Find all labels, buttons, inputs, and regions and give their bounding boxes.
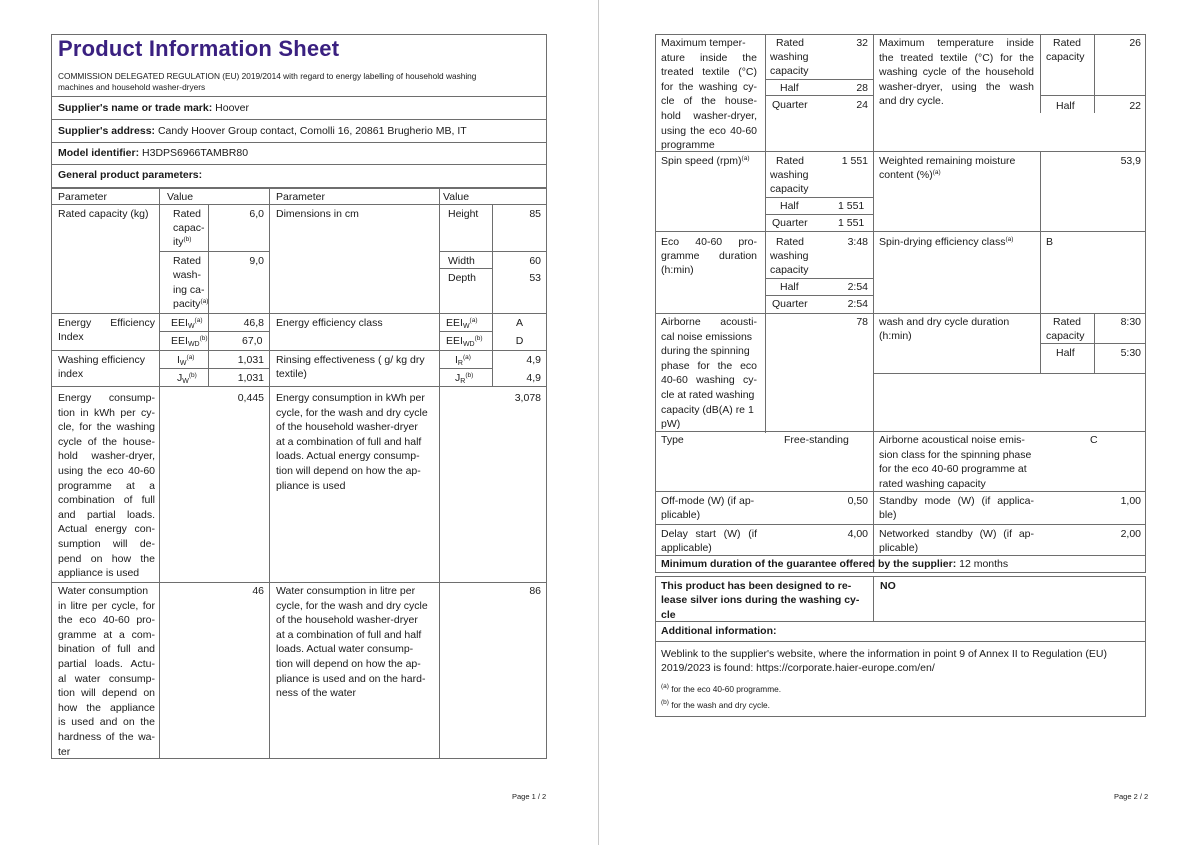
rated-capacity-sub2-line3: ing ca- <box>173 284 205 296</box>
eei-label-line2: Index <box>58 331 84 343</box>
rated-capacity-label: Rated capacity (kg) <box>58 208 149 220</box>
silver-value: NO <box>880 580 896 592</box>
supplier-value: Hoover <box>215 102 249 114</box>
rinsing-label-2: textile) <box>276 368 307 380</box>
rated-capacity-sub1-line1: Rated <box>173 208 202 220</box>
delay-start-value: 4,00 <box>847 528 868 540</box>
ir-value: 4,9 <box>526 354 541 366</box>
spin-quarter-value: 1 551 <box>838 217 865 229</box>
spin-rated-2: washing <box>770 169 809 181</box>
rated-capacity-sub1-line3: ity$^{(b)}$ <box>173 236 192 248</box>
iw-symbol: $I_W^{(a)}$ <box>177 354 195 367</box>
delay-start-label-2: applicable) <box>661 542 712 554</box>
class-wd-value: D <box>515 335 524 347</box>
noise-label: Airborne acousti- cal noise emissions during the spinning phase for the eco 40-60 washing cy- cle at rated washing capacity (dB(A) re 1 pW) <box>661 316 757 431</box>
eco-rated-3: capacity <box>770 264 809 276</box>
rated-capacity-sub1-line2: capac- <box>173 222 205 234</box>
rated-capacity-sub2-line1: Rated <box>173 255 202 267</box>
jw-symbol: $J_W^{(b)}$ <box>177 372 197 385</box>
wash-dry-rated-2: capacity <box>1046 330 1085 342</box>
height-value: 85 <box>529 208 541 220</box>
moisture-label-2: content (%)$^{(a)}$ <box>879 169 941 181</box>
off-mode-label-1: Off-mode (W) (if ap- <box>661 495 755 507</box>
eei-wd-symbol: $EEI_{WD}^{(b)}$ <box>171 335 208 348</box>
water-cons-value: 46 <box>252 585 264 597</box>
dimensions-label: Dimensions in cm <box>276 208 359 220</box>
eco-rated-1: Rated <box>776 236 805 248</box>
eco-rated-value: 3:48 <box>847 236 868 248</box>
silver-label-2: lease silver ions during the washing cy- <box>661 594 860 606</box>
supplier-line <box>58 101 249 116</box>
networked-standby-label-2: plicable) <box>879 542 919 554</box>
eco-quarter-value: 2:54 <box>847 298 868 310</box>
max-temp-rated-1: Rated <box>776 37 805 49</box>
standby-label-1: Standby mode (W) (if applica- <box>879 495 1034 507</box>
energy-cons-value-2: 3,078 <box>514 392 541 404</box>
regulation-line-1: COMMISSION DELEGATED REGULATION (EU) 2019/2014 with regard to energy labelling of household washing <box>58 71 477 81</box>
efficiency-class-label: Energy efficiency class <box>276 317 383 329</box>
spin-rated-3: capacity <box>770 183 809 195</box>
networked-standby-value: 2,00 <box>1120 528 1141 540</box>
spin-drying-class-value: B <box>1046 236 1054 248</box>
model-line <box>58 146 248 161</box>
networked-standby-label-1: Networked standby (W) (if ap- <box>879 528 1034 540</box>
spin-rated-value: 1 551 <box>841 155 868 167</box>
max-temp-rated2-1: Rated <box>1053 37 1082 49</box>
wash-dry-half-value: 5:30 <box>1120 347 1141 359</box>
weblink-line-1: Weblink to the supplier's website, where the information in point 9 of Annex II to Regulation (EU) <box>661 648 1107 660</box>
max-temp-quarter-value: 24 <box>856 99 868 111</box>
rated-capacity-value-2: 9,0 <box>249 255 264 267</box>
eco-rated-2: washing <box>770 250 809 262</box>
moisture-value: 53,9 <box>1120 155 1141 167</box>
max-temp-quarter: Quarter <box>772 99 808 111</box>
eei-label-line1: Energy Efficiency <box>58 317 155 329</box>
jw-value: 1,031 <box>237 372 264 384</box>
spin-speed-label: Spin speed (rpm)$^{(a)}$ <box>661 155 750 167</box>
guarantee-label: Minimum duration of the guarantee offered by the supplier: <box>661 558 957 570</box>
eco-half: Half <box>780 281 799 293</box>
rated-capacity-sub2-line4: pacity$^{(a)}$ <box>173 298 209 310</box>
jr-value: 4,9 <box>526 372 541 384</box>
wash-dry-duration-label-1: wash and dry cycle duration <box>879 316 1010 328</box>
eei-wd-value: 67,0 <box>242 335 263 347</box>
max-temp-half-value: 28 <box>856 82 868 94</box>
silver-label-1: This product has been designed to re- <box>661 580 852 592</box>
standby-label-2: ble) <box>879 509 897 521</box>
washing-eff-label-1: Washing efficiency <box>58 354 145 366</box>
guarantee-value: 12 months <box>959 558 1009 570</box>
address-value: Candy Hoover Group contact, Comolli 16, 20861 Brugherio MB, IT <box>157 125 467 137</box>
iw-value: 1,031 <box>237 354 264 366</box>
spin-rated-1: Rated <box>776 155 805 167</box>
max-temp-rated-3: capacity <box>770 65 809 77</box>
spin-half: Half <box>780 200 799 212</box>
eco-duration-label-1: Eco 40-60 pro- <box>661 236 757 248</box>
off-mode-label-2: plicable) <box>661 509 701 521</box>
footnote-b: $^{(b)}$ for the wash and dry cycle. <box>661 699 770 710</box>
page-divider <box>598 0 599 845</box>
rinsing-label-1: Rinsing effectiveness ( g/ kg dry <box>276 354 425 366</box>
general-label: General product parameters: <box>58 169 203 181</box>
noise-class-label: Airborne acoustical noise emis- sion class for the spinning phase for the eco 40-60 programme at rated washing capacity <box>879 434 1032 490</box>
water-cons-value-2: 86 <box>529 585 541 597</box>
max-temp-rated2-value: 26 <box>1129 37 1141 49</box>
page-number-1: Page 1 / 2 <box>512 792 547 801</box>
type-value: Free-standing <box>784 434 849 446</box>
guarantee-line <box>661 557 1008 572</box>
max-temp-label-2: Maximum temperature inside the treated textile (°C) for the washing cycle of the household washer-dryer, using the wash and dry cycle. <box>879 37 1034 108</box>
wash-dry-rated-value: 8:30 <box>1120 316 1141 328</box>
off-mode-value: 0,50 <box>847 495 868 507</box>
header-value: Value <box>167 191 194 203</box>
eco-duration-label-2: gramme duration <box>661 250 757 262</box>
width-value: 60 <box>529 255 541 267</box>
depth-value: 53 <box>529 272 541 284</box>
wash-dry-rated-1: Rated <box>1053 316 1082 328</box>
depth-label: Depth <box>448 272 477 284</box>
eco-quarter: Quarter <box>772 298 808 310</box>
water-cons-label: Water consumption in litre per cycle, for the eco 40-60 pro- gramme at a com- bination of full and partial loads. Actu- al water consump- tion will depend on how the appliance is used and on the hardness of the wa- ter <box>58 585 155 758</box>
footnote-a: $^{(a)}$ for the eco 40-60 programme. <box>661 683 782 694</box>
energy-cons-label: Energy consump- tion in kWh per cy- cle, for the washing cycle of the house- hold washer-dryer, using the eco 40-60 programme at a combination of full and partial loads. Actual energy con- sumption will de- pend on how the appliance is used <box>58 392 155 580</box>
max-temp-half2-value: 22 <box>1129 100 1141 112</box>
header-parameter: Parameter <box>58 191 108 203</box>
sheet-title: Product Information Sheet <box>58 36 340 61</box>
eei-w-symbol: $EEI_W^{(a)}$ <box>171 317 203 330</box>
moisture-label-1: Weighted remaining moisture <box>879 155 1016 167</box>
max-temp-rated2-2: capacity <box>1046 51 1085 63</box>
height-label: Height <box>448 208 479 220</box>
address-label: Supplier's address: <box>58 125 156 137</box>
class-w-value: A <box>515 317 523 329</box>
eco-half-value: 2:54 <box>847 281 868 293</box>
class-wd-symbol: $EEI_{WD}^{(b)}$ <box>446 335 483 348</box>
water-cons-label-2: Water consumption in litre per cycle, for the wash and dry cycle of the household washer-dryer at a combination of full and half loads. Actual water consump- tion will depend on how the ap- pliance is used and on the hard- ness of the water <box>276 585 428 700</box>
energy-cons-label-2: Energy consumption in kWh per cycle, for the wash and dry cycle of the household washer-dryer at a combination of full and half loads. Actual energy consump- tion will depend on how the ap- pliance is used <box>276 392 428 492</box>
noise-class-value: C <box>1090 434 1098 446</box>
max-temp-half: Half <box>780 82 799 94</box>
class-w-symbol: $EEI_W^{(a)}$ <box>446 317 478 330</box>
header-value-2: Value <box>443 191 470 203</box>
rated-capacity-sub2-line2: wash- <box>173 269 202 281</box>
model-value: H3DPS6966TAMBR80 <box>142 147 249 159</box>
washing-eff-label-2: index <box>58 368 84 380</box>
noise-value: 78 <box>856 316 868 328</box>
width-label: Width <box>448 255 475 267</box>
rated-capacity-value-1: 6,0 <box>249 208 264 220</box>
additional-label: Additional information: <box>661 625 777 637</box>
spin-drying-class-label: Spin-drying efficiency class$^{(a)}$ <box>879 236 1014 248</box>
spin-quarter: Quarter <box>772 217 808 229</box>
ir-symbol: $I_R^{(a)}$ <box>455 354 471 367</box>
max-temp-label: Maximum temper- ature inside the treated textile (°C) for the washing cy- cle of the house- hold washer-dryer, using the eco 40-60 programme <box>661 37 757 152</box>
max-temp-half2: Half <box>1056 100 1075 112</box>
max-temp-rated-2: washing <box>770 51 809 63</box>
address-line <box>58 124 467 139</box>
wash-dry-duration-label-2: (h:min) <box>879 330 912 342</box>
type-label: Type <box>661 434 684 446</box>
max-temp-rated-value: 32 <box>856 37 868 49</box>
regulation-line-2: machines and household washer-dryers <box>58 82 206 92</box>
silver-label-3: cle <box>661 609 676 621</box>
model-label: Model identifier: <box>58 147 140 159</box>
energy-cons-value: 0,445 <box>237 392 264 404</box>
weblink-line-2: 2019/2023 is found: https://corporate.haier-europe.com/en/ <box>661 662 935 674</box>
eco-duration-label-3: (h:min) <box>661 264 694 276</box>
supplier-label: Supplier's name or trade mark: <box>58 102 213 114</box>
page-number-2: Page 2 / 2 <box>1114 792 1149 801</box>
wash-dry-half: Half <box>1056 347 1075 359</box>
eei-w-value: 46,8 <box>243 317 264 329</box>
jr-symbol: $J_R^{(b)}$ <box>455 372 474 385</box>
standby-value: 1,00 <box>1120 495 1141 507</box>
header-parameter-2: Parameter <box>276 191 326 203</box>
spin-half-value: 1 551 <box>838 200 865 212</box>
delay-start-label-1: Delay start (W) (if <box>661 528 757 540</box>
